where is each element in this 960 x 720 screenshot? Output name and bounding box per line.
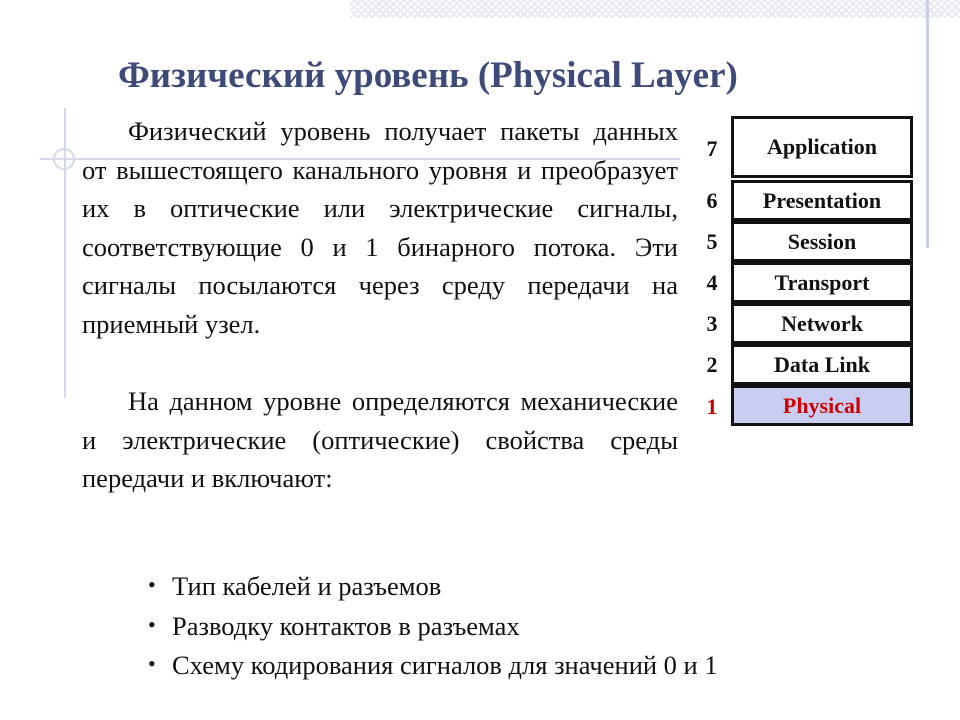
bullet-text: Тип кабелей и разъемов (172, 571, 442, 601)
osi-layer-number-5: 5 (706, 229, 718, 254)
osi-layer-number-3: 3 (706, 311, 718, 336)
bullet-text: Разводку контактов в разъемах (172, 610, 520, 641)
body-paragraph-1: Физический уровень получает пакеты данных от вышестоящего канального уровня и преобразует их в оптические или электрические сигналы, соответствующие 0 и 1 бинарного потока. Эти сигналы посылаются через среду передачи на приемный узел. (82, 116, 678, 339)
decorative-hatch-band (350, 0, 960, 18)
decorative-crosshair-circle (53, 148, 75, 170)
osi-layer-presentation: Presentation (731, 180, 913, 221)
osi-layer-number-7: 7 (706, 136, 718, 161)
decorative-vertical-line-right (926, 0, 929, 248)
osi-layer-session: Session (731, 221, 913, 262)
osi-layer-data-link: Data Link (731, 344, 913, 385)
osi-layer-network: Network (731, 303, 913, 344)
body-paragraph-2: На данном уровне определяются механические и электрические (оптические) свойства среды передачи и включают: (82, 386, 678, 494)
osi-layer-number-6: 6 (706, 188, 718, 213)
osi-layer-application: Application (731, 116, 913, 178)
osi-layer-number-1: 1 (706, 394, 718, 419)
osi-layer-number-2: 2 (706, 352, 718, 377)
bullet-text: Схему кодирования сигналов для значений 0 и 1 (172, 650, 718, 680)
bullet-list (148, 566, 718, 685)
osi-layer-transport: Transport (731, 262, 913, 303)
bullet-dot-icon: • (148, 572, 156, 597)
bullet-item (148, 566, 718, 606)
slide-title: Физический уровень (Physical Layer) (118, 55, 738, 96)
bullet-item (148, 645, 718, 685)
bullet-item (148, 606, 718, 646)
bullet-dot-icon: • (148, 611, 156, 637)
bullet-dot-icon: • (148, 651, 156, 676)
osi-layer-number-4: 4 (706, 270, 718, 295)
osi-layer-physical: Physical (731, 385, 913, 426)
